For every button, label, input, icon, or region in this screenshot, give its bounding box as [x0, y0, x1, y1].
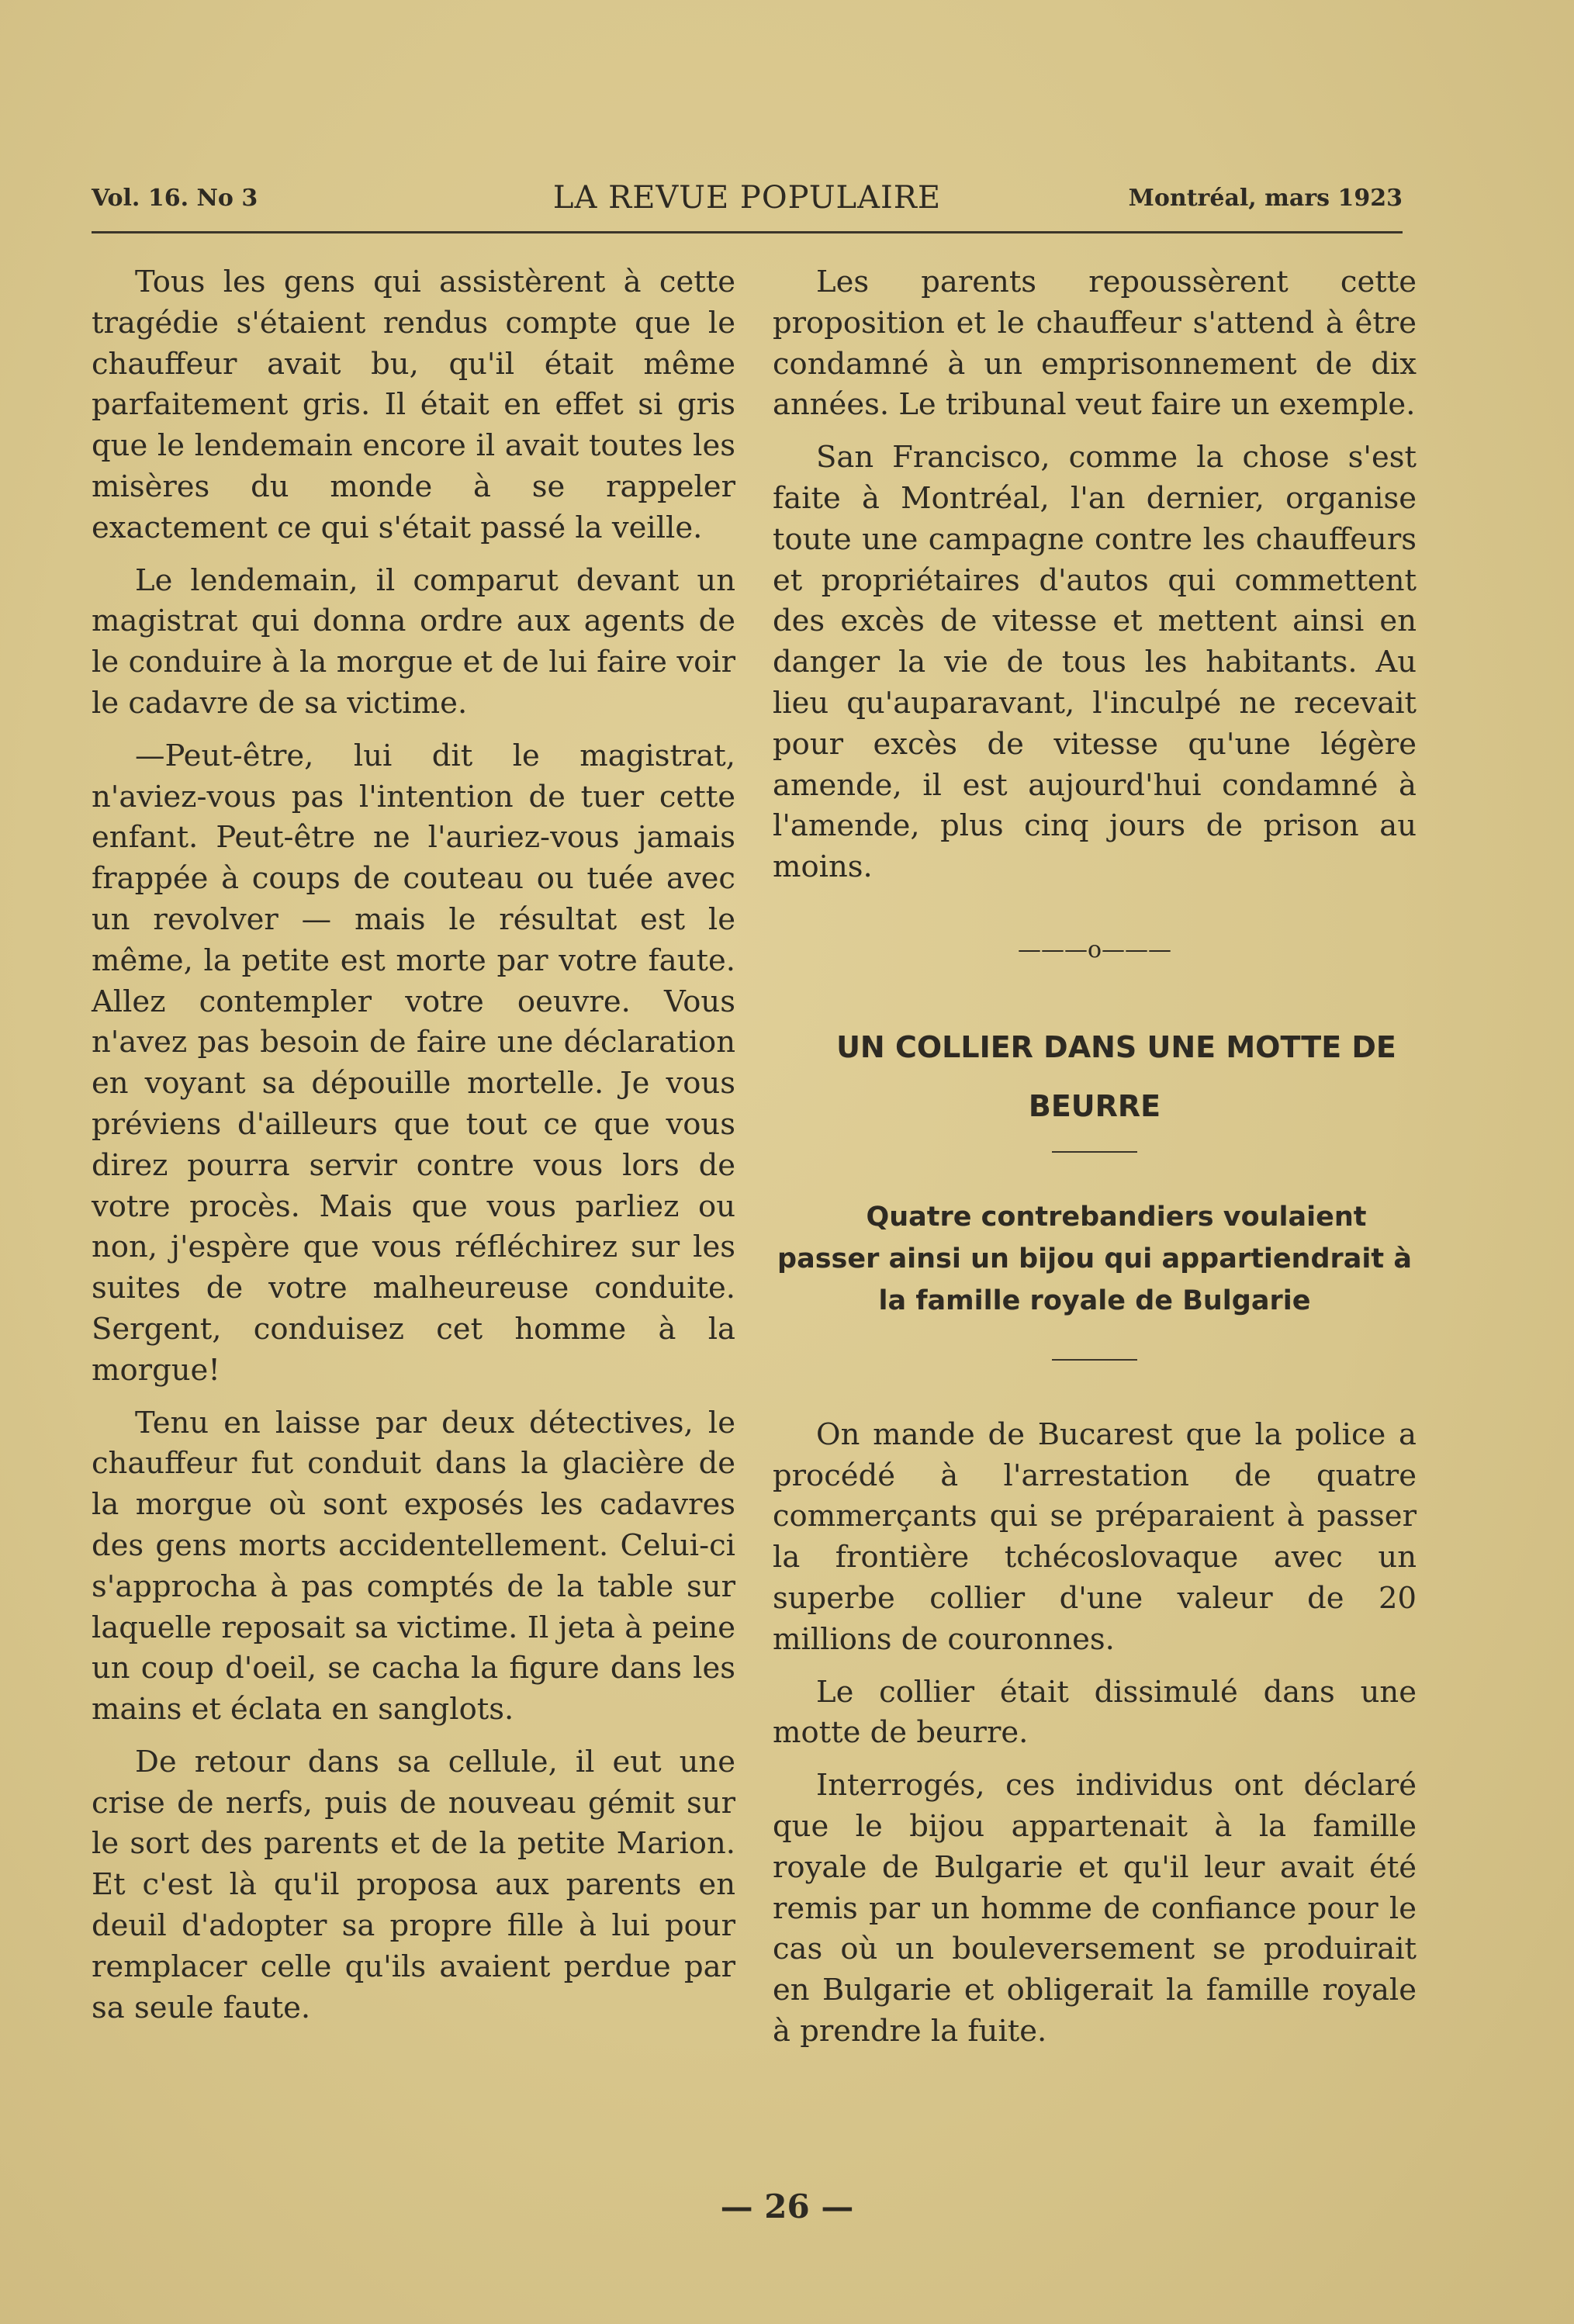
divider — [1052, 1151, 1137, 1153]
paragraph: —Peut-être, lui dit le magistrat, n'aviez-vous pas l'intention de tuer cette enfant. Peut-être ne l'auriez-vous jamais frappée à coups de couteau ou tuée avec un revolver — mais le résultat est le même, la petite est morte par votre faute. Allez contempler votre oeuvre. Vous n'avez pas besoin de faire une déclaration en voyant sa dépouille mortelle. Je vous préviens d'ailleurs que tout ce que vous direz pourra servir contre vous lors de votre procès. Mais que vous parliez ou non, j'espère que vous réfléchirez sur les suites de votre malheureuse conduite. Sergent, conduisez cet homme à la morgue! — [92, 738, 735, 1388]
header-rule — [92, 231, 1403, 233]
paragraph: Tenu en laisse par deux détectives, le chauffeur fut conduit dans la glacière de la morgue où sont exposés les cadavres des gens morts accidentellement. Celui-ci s'approcha à pas comptés de la table sur laquelle reposait sa victime. Il jeta à peine un coup d'oeil, se cacha la figure dans les mains et éclata en sanglots. — [92, 1405, 735, 1727]
article-subheadline: Quatre contrebandiers voulaient passer ainsi un bijou qui appartiendrait à la famille royale de Bulgarie — [777, 1201, 1412, 1316]
paragraph: Les parents repoussèrent cette proposition et le chauffeur s'attend à être condamné à un emprisonnement de dix années. Le tribunal veut faire un exemple. — [773, 265, 1417, 423]
paragraph: Le collier était dissimulé dans une motte de beurre. — [773, 1674, 1417, 1751]
paragraph: Tous les gens qui assistèrent à cette tragédie s'étaient rendus compte que le chauffeur avait bu, qu'il était même parfaitement gris. Il était en effet si gris que le lendemain encore il avait toutes les misères du monde à se rappeler exactement ce qui s'était passé la veille. — [92, 265, 735, 545]
paragraph: Le lendemain, il comparut devant un magistrat qui donna ordre aux agents de le conduire à la morgue et de lui faire voir le cadavre de sa victime. — [92, 562, 735, 721]
article-headline: UN COLLIER DANS UNE MOTTE DE BEURRE — [836, 1029, 1396, 1123]
paragraph: On mande de Bucarest que la police a procédé à l'arrestation de quatre commerçants qui se préparaient à passer la frontière tchécoslovaque avec un superbe collier d'une valeur de 20 millions de couronnes. — [773, 1416, 1417, 1657]
divider — [1052, 1359, 1137, 1361]
section-separator: ———o——— — [1017, 935, 1172, 963]
left-column — [92, 262, 735, 2040]
paragraph: Interrogés, ces individus ont déclaré que le bijou appartenait à la famille royale de Bulgarie et qu'il leur avait été remis par un homme de confiance pour le cas où un bouleversement se produirait en Bulgarie et obligerait la famille royale à prendre la fuite. — [773, 1768, 1417, 2049]
volume-number: Vol. 16. No 3 — [92, 185, 258, 212]
right-column — [773, 262, 1417, 2064]
running-header — [92, 180, 1403, 223]
publication-title: LA REVUE POPULAIRE — [552, 180, 942, 216]
issue-date: Montréal, mars 1923 — [1128, 185, 1403, 212]
page-number: — 26 — — [720, 2187, 854, 2225]
paragraph: San Francisco, comme la chose s'est faite à Montréal, l'an dernier, organise toute une campagne contre les chauffeurs et propriétaires d'autos qui commettent des excès de vitesse et mettent ainsi en danger la vie de tous les habitants. Au lieu qu'auparavant, l'inculpé ne recevait pour excès de vitesse qu'une légère amende, il est aujourd'hui condamné à l'amende, plus cinq jours de prison au moins. — [773, 440, 1417, 885]
paragraph: De retour dans sa cellule, il eut une crise de nerfs, puis de nouveau gémit sur le sort des parents et de la petite Marion. Et c'est là qu'il proposa aux parents en deuil d'adopter sa propre fille à lui pour remplacer celle qu'ils avaient perdue par sa seule faute. — [92, 1744, 735, 2025]
